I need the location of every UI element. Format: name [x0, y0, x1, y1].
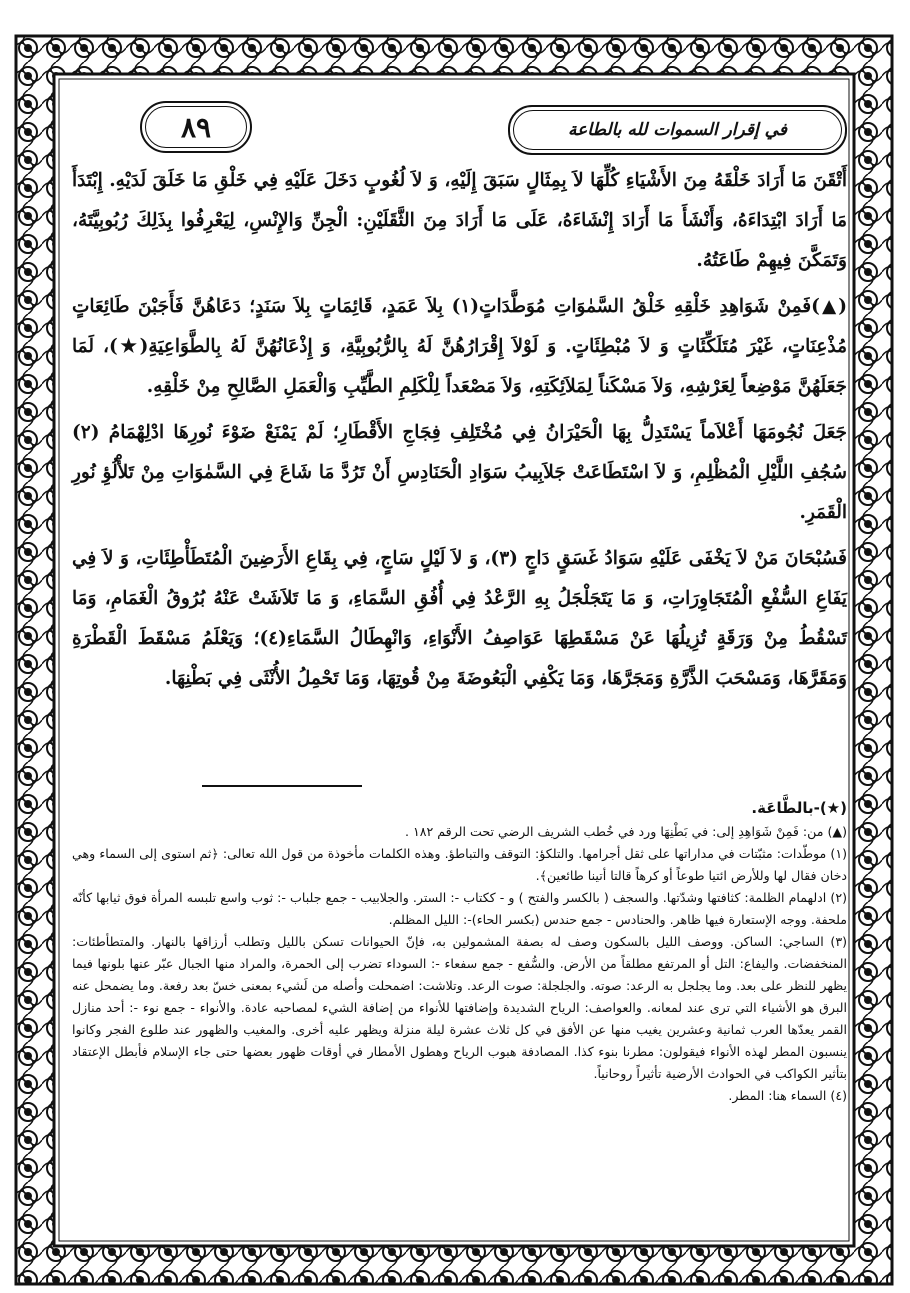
footnote-star: (★)-بالطَّاعَة. — [751, 799, 847, 817]
footnote-item: (٢) ادلهمام الظلمة: كثافتها وشدّتها. والسجف ( بالكسر والفتح ) و - ككتاب -: الستر. والجلابيب - جمع جلباب -: ثوب واسع تلبسه المرأة فوق ثيابها كأنّه ملحفة. ووجه الإستعارة فيها ظاهر. والحنادس - جمع حندس (بكسر الحاء)-: الليل المظلم. — [72, 890, 847, 927]
footnote-item: (٣) الساجي: الساكن. ووصف الليل بالسكون وصف له بصفة المشمولين به، فإنّ الحيوانات تسكن بالليل وتطلب أرزاقها بالنهار. والمتطأطئات: المنخفضات. واليفاع: التل أو المرتفع مطلقاً من الأرض. والسُّفع - جمع سفعاء -: السوداء تضرب إلى الحمرة، والمراد منها الجبال عبّر عنها بلونها فيما يظهر للنظر على بعد. وما يجلجل به الرعد: صوته. والجلجلة: صوت الرعد. وتلاشت: اضمحلت وأصله من لَشيء بمعنى خسّ بعد رفعة. وما يضمحل عنه البرق هو الأشياء التي ترى عند لمعانه. والعواصف: الرياح الشديدة وإضافتها للأنواء من إضافة الشيء لمصاحبه عادة. والأنواء - جمع نوء -: أحد منازل القمر يعدّها العرب ثمانية وعشرين يغيب منها عن الأفق في كل ثلاث عشرة ليلة منزلة ويظهر عليه أخرى. والمغيب والظهور عند طلوع الفجر وكانوا ينسبون المطر لهذه الأنواء فيقولون: مطرنا بنوء كذا. المصادفة هبوب الرياح وهطول الأمطار في أوقات ظهور بعضها حتى جاء الإسلام فأبطل الإعتقاد بتأثير الكواكب في الحوادث الأرضية تأثيراً روحانياً. — [72, 934, 847, 1081]
paragraph: فَسُبْحَانَ مَنْ لاَ يَخْفَى عَلَيْهِ سَوَادُ غَسَقٍ دَاجٍ (٣)، وَ لاَ لَيْلٍ سَاجٍ، فِي بِقَاعِ الأَرَضِينَ الْمُتَطَأْطِئَاتِ، وَ لاَ فِي يَفَاعِ السُّفْعِ الْمُتَجَاوِرَاتِ، وَ مَا يَتَجَلْجَلُ بِهِ الرَّعْدُ فِي أُفُقِ السَّمَاءِ، وَ مَا تَلاَشَتْ عَنْهُ بُرُوقُ الْغَمَامِ، وَمَا تَسْقُطُ مِنْ وَرَقَةٍ تُزِيلُهَا عَنْ مَسْقَطِهَا عَوَاصِفُ الأَنْوَاءِ، وَانْهِطَالُ السَّمَاءِ(٤)؛ وَيَعْلَمُ مَسْقَطَ الْقَطْرَةِ وَمَقَرَّهَا، وَمَسْحَبَ الذَّرَّةِ وَمَجَرَّهَا، وَمَا يَكْفِي الْبَعُوضَةَ مِنْ قُوتِهَا، وَمَا تَحْمِلُ الأُنْثَى فِي بَطْنِهَا. — [72, 548, 847, 689]
paragraph: جَعَلَ نُجُومَهَا أَعْلاَماً يَسْتَدِلُّ بِهَا الْحَيْرَانُ فِي مُخْتَلِفِ فِجَاجِ الأَقْطَارِ؛ لَمْ يَمْنَعْ ضَوْءَ نُورِهَا ادْلِهْمَامُ (٢) سُجُفِ اللَّيْلِ الْمُظْلِمِ، وَ لاَ اسْتَطَاعَتْ جَلاَبِيبُ سَوَادِ الْحَنَادِسِ أَنْ تَرُدَّ مَا شَاعَ فِي السَّمٰوَاتِ مِنْ تَلأْلُؤِ نُورِ الْقَمَرِ. — [72, 422, 847, 523]
paragraph: (▲)فَمِنْ شَوَاهِدِ خَلْقِهِ خَلْقُ السَّمٰوَاتِ مُوَطَّدَاتٍ(١) بِلاَ عَمَدٍ، قَائِمَاتٍ بِلاَ سَنَدٍ؛ دَعَاهُنَّ فَأَجَبْنَ طَائِعَاتٍ مُذْعِنَاتٍ، غَيْرَ مُتَلَكِّئَاتٍ وَ لاَ مُبْطِئَاتٍ. وَ لَوْلاَ إِقْرَارُهُنَّ لَهُ بِالرُّبُوبِيَّةِ، وَ إِذْعَانُهُنَّ لَهُ بِالطَّوَاعِيَةِ(★)، لَمَا جَعَلَهُنَّ مَوْضِعاً لِعَرْشِهِ، وَلاَ مَسْكَناً لِمَلاَئِكَتِهِ، وَلاَ مَصْعَداً لِلْكَلِمِ الطَّيِّبِ وَالْعَمَلِ الصَّالِحِ مِنْ خَلْقِهِ. — [72, 296, 847, 397]
page-number-box — [140, 101, 252, 153]
page-content — [72, 95, 847, 1215]
chapter-title-box — [508, 105, 847, 155]
footnotes — [72, 797, 847, 1107]
footnote-item: (٤) السماء هنا: المطر. — [728, 1088, 847, 1103]
footnote-item: (١) موطّدات: مثبّتات في مداراتها على ثقل أجرامها. والتلكؤ: التوقف والتباطؤ. وهذه الكلمات مأخوذة من قول الله تعالى: ﴿ثم استوى إلى السماء وهي دخان فقال لها وللأرض ائتيا طوعاً أو كرهاً قالتا أتينا طائعين﴾. — [72, 846, 847, 883]
main-text — [72, 161, 847, 705]
chapter-title: في إقرار السموات لله بالطاعة — [568, 120, 787, 140]
page-number: ٨٩ — [180, 110, 212, 144]
paragraph: أَتْقَنَ مَا أَرَادَ خَلْقَهُ مِنَ الأَشْيَاءِ كُلِّهَا لاَ بِمِثَالٍ سَبَقَ إِلَيْهِ، وَ لاَ لُغُوبٍ دَخَلَ عَلَيْهِ فِي خَلْقِ مَا خَلَقَ لَدَيْهِ. إِبْتَدَأَ مَا أَرَادَ ابْتِدَاءَهُ، وَأَنْشَأَ مَا أَرَادَ إِنْشَاءَهُ، عَلَى مَا أَرَادَ مِنَ الثَّقَلَيْنِ: الْجِنِّ وَالإِنْسِ، لِيَعْرِفُوا بِذَلِكَ رُبُوبِيَّتَهُ، وَتَمَكَّنَ فِيهِمْ طَاعَتُهُ. — [72, 170, 847, 271]
footnote-separator — [202, 785, 362, 787]
footnote-item: (▲) من: فَمِنْ شَوَاهِدِ إلى: في بَطْنِهَا ورد في خُطب الشريف الرضي تحت الرقم ١٨٢ . — [404, 824, 847, 839]
page-header — [72, 95, 847, 155]
